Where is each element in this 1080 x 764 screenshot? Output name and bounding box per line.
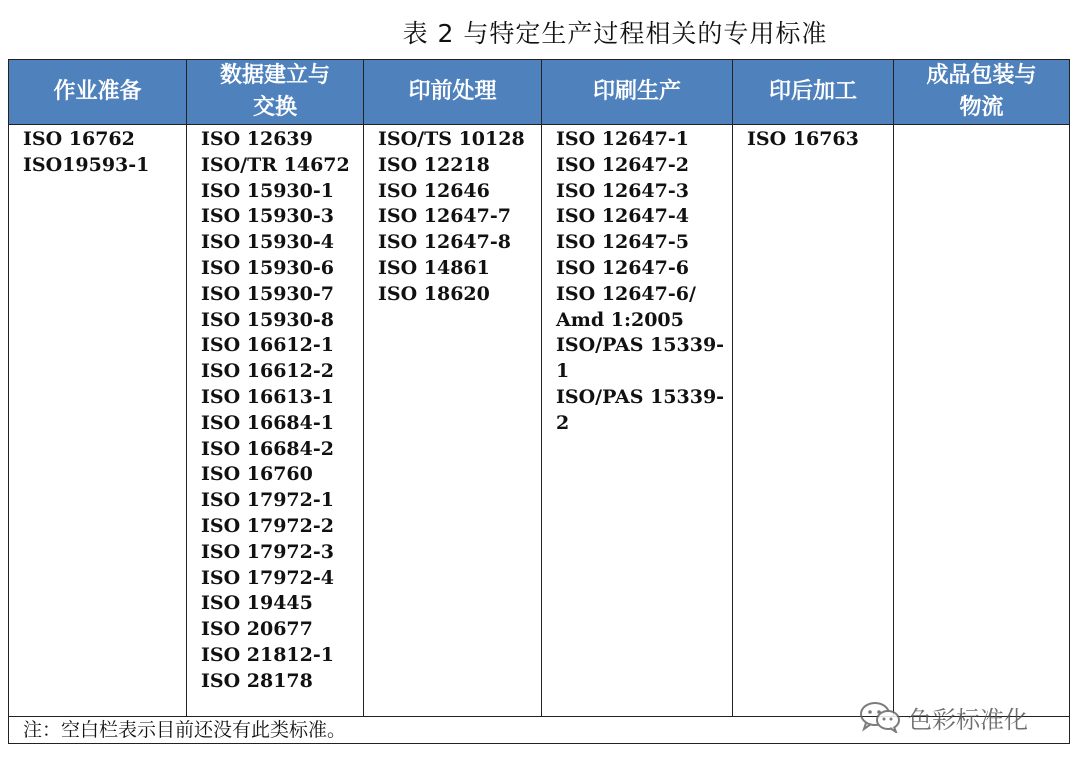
standard-item: ISO 12647-3 xyxy=(556,179,689,202)
standard-item: ISO 18620 xyxy=(378,282,490,305)
header-job-preparation: 作业准备 xyxy=(9,60,187,124)
header-packaging-logistics: 成品包装与 物流 xyxy=(926,63,1037,120)
standard-item: ISO 17972-4 xyxy=(201,566,334,589)
standard-item: ISO 17972-2 xyxy=(201,514,334,537)
standard-item: ISO 16684-1 xyxy=(201,411,334,434)
watermark-text: 色彩标准化 xyxy=(908,705,1028,734)
standard-item: ISO 12647-2 xyxy=(556,153,689,176)
header-prepress: 印前处理 xyxy=(364,60,542,124)
standard-item: ISO 14861 xyxy=(378,256,490,279)
standard-item: ISO19593-1 xyxy=(23,153,150,176)
column-data-exchange xyxy=(187,125,364,716)
standard-item: 2 xyxy=(556,411,570,434)
standard-item: ISO 12647-5 xyxy=(556,231,689,254)
standard-item: ISO 12647-6/ xyxy=(556,282,696,305)
standard-item: ISO 15930-8 xyxy=(201,308,334,331)
standard-item: ISO 15930-3 xyxy=(201,205,334,228)
column-printing xyxy=(542,125,733,716)
standard-item: ISO 12639 xyxy=(201,128,313,150)
standard-item: ISO 21812-1 xyxy=(201,643,334,666)
column-packaging-logistics xyxy=(894,125,1069,716)
standard-item: ISO 12218 xyxy=(378,153,490,176)
standard-item: ISO 12647-4 xyxy=(556,205,689,228)
standard-item: ISO 16762 xyxy=(23,128,135,150)
header-printing: 印刷生产 xyxy=(542,60,733,124)
standard-item: ISO 16612-1 xyxy=(201,334,334,357)
standard-item: ISO 15930-6 xyxy=(201,256,334,279)
standard-item: Amd 1:2005 xyxy=(556,308,684,331)
standard-item: ISO 12647-1 xyxy=(556,128,689,150)
table-note: 注：空白栏表示目前还没有此类标准。 xyxy=(9,716,1069,743)
table-title: 表 2 与特定生产过程相关的专用标准 xyxy=(402,19,828,48)
standard-item: ISO 16684-2 xyxy=(201,437,334,460)
standard-item: ISO/TS 10128 xyxy=(378,128,525,150)
standards-table xyxy=(8,59,1070,744)
header-data-exchange: 数据建立与 交换 xyxy=(187,60,364,124)
standard-item: ISO 16760 xyxy=(201,463,313,486)
standard-item: ISO 20677 xyxy=(201,618,313,641)
standard-item: ISO 16612-2 xyxy=(201,360,334,383)
standard-item: ISO 16763 xyxy=(747,128,859,150)
column-job-preparation xyxy=(9,125,187,716)
wechat-icon xyxy=(858,701,902,733)
standard-item: ISO 28178 xyxy=(201,669,313,692)
standard-item: ISO 16613-1 xyxy=(201,385,334,408)
standard-item: ISO 12647-7 xyxy=(378,205,511,228)
standard-item: ISO 12647-8 xyxy=(378,231,511,254)
standard-item: 1 xyxy=(556,360,570,383)
standard-item: ISO 12646 xyxy=(378,179,490,202)
standard-item: ISO 12647-6 xyxy=(556,256,689,279)
standard-item: ISO 17972-3 xyxy=(201,540,334,563)
column-prepress xyxy=(364,125,542,716)
standard-item: ISO 15930-7 xyxy=(201,282,334,305)
standard-item: ISO 17972-1 xyxy=(201,489,334,512)
column-postpress xyxy=(733,125,894,716)
table-header-row xyxy=(9,60,1069,125)
standard-item: ISO/PAS 15339- xyxy=(556,385,725,408)
standard-item: ISO/PAS 15339- xyxy=(556,334,725,357)
standard-item: ISO 15930-1 xyxy=(201,179,334,202)
standard-item: ISO/TR 14672 xyxy=(201,153,350,176)
standard-item: ISO 19445 xyxy=(201,592,313,615)
header-postpress: 印后加工 xyxy=(733,60,894,124)
standard-item: ISO 15930-4 xyxy=(201,231,334,254)
watermark xyxy=(858,700,1028,734)
